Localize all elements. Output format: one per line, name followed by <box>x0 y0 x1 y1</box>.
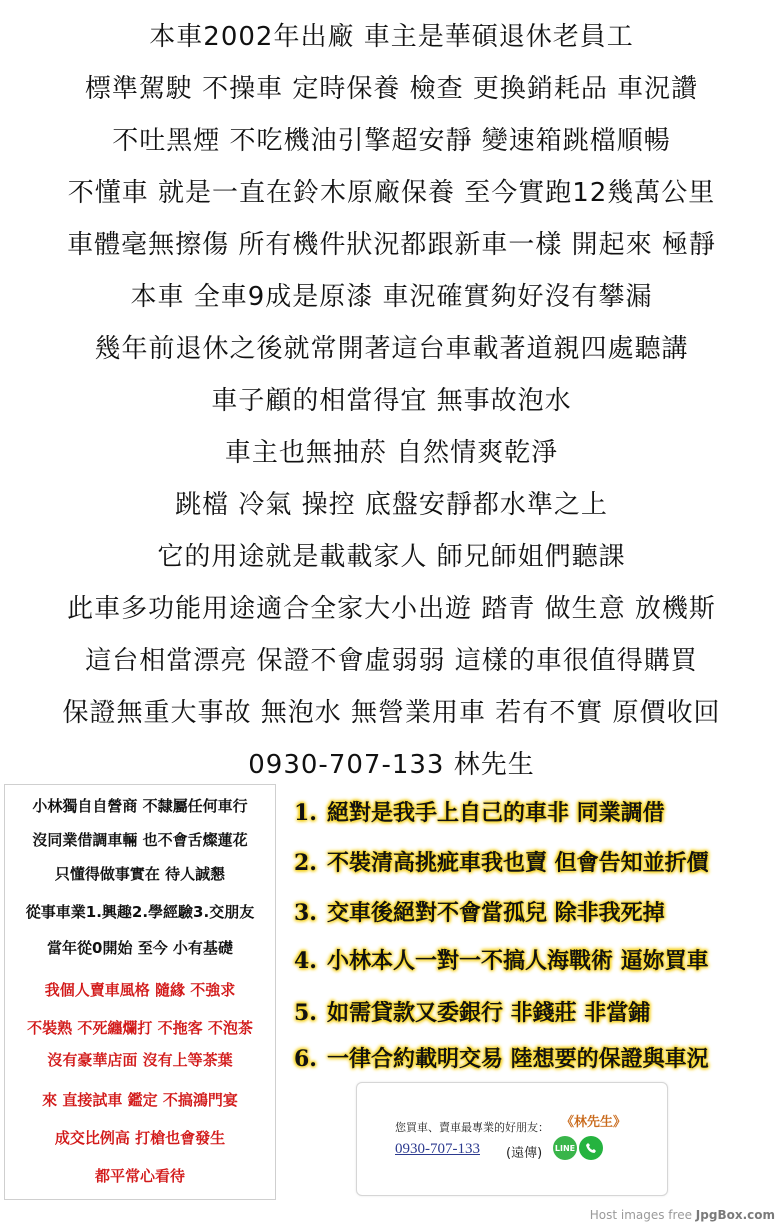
promise-item <box>294 896 779 927</box>
intro-line: 沒同業借調車輛 也不會舌燦蓮花 <box>32 831 248 849</box>
ad-line: 保證無重大事故 無泡水 無營業用車 若有不實 原價收回 <box>62 698 721 728</box>
intro-line: 都平常心看待 <box>94 1167 185 1185</box>
ad-line: 本車 全車9成是原漆 車況確實夠好沒有攀漏 <box>130 282 653 312</box>
ad-line: 幾年前退休之後就常開著這台車載著道親四處聽講 <box>94 334 689 364</box>
promise-number: 1. <box>294 800 317 826</box>
phone-link[interactable]: 0930-707-133 <box>395 1141 480 1157</box>
ad-line: 跳檔 冷氣 操控 底盤安靜都水準之上 <box>175 490 608 520</box>
ad-line: 這台相當漂亮 保證不會虛弱弱 這樣的車很值得購買 <box>85 646 698 676</box>
promise-number: 5. <box>294 1000 317 1026</box>
promise-item <box>294 796 779 827</box>
card-label: 您買車、賣車最專業的好朋友： <box>395 1121 549 1134</box>
promise-text: 交車後絕對不會當孤兒 除非我死掉 <box>326 901 665 926</box>
ad-line: 不懂車 就是一直在鈴木原廠保養 至今實跑12幾萬公里 <box>67 178 716 208</box>
carrier-note: (遠傳) <box>506 1146 543 1161</box>
ad-line: 它的用途就是載載家人 師兄師姐們聽課 <box>157 542 626 572</box>
ad-line: 此車多功能用途適合全家大小出遊 踏青 做生意 放機斯 <box>67 594 716 624</box>
phone-glyph-icon <box>584 1141 598 1155</box>
intro-line: 不裝熟 不死纏爛打 不拖客 不泡茶 <box>27 1019 253 1037</box>
promise-item <box>294 1042 779 1073</box>
promise-text: 如需貸款又委銀行 非錢莊 非當鋪 <box>326 1001 651 1026</box>
seller-name: 《林先生》 <box>561 1115 627 1130</box>
promise-text: 絕對是我手上自己的車非 同業調借 <box>326 801 665 826</box>
footer-prefix: Host images free <box>589 1208 692 1222</box>
footer-brand[interactable]: JpgBox.com <box>695 1208 775 1222</box>
contact-card <box>356 1082 668 1196</box>
ad-line: 標準駕駛 不操車 定時保養 檢查 更換銷耗品 車況讚 <box>84 74 699 104</box>
intro-line: 來 直接試車 鑑定 不搞鴻門宴 <box>42 1091 238 1109</box>
promise-text: 不裝清高挑疵車我也賣 但會告知並折價 <box>326 851 709 876</box>
ad-line: 車主也無抽菸 自然情爽乾淨 <box>224 438 559 468</box>
ad-line: 車體毫無擦傷 所有機件狀況都跟新車一樣 開起來 極靜 <box>67 230 716 260</box>
promise-number: 6. <box>294 1046 317 1072</box>
intro-line: 我個人賣車風格 隨緣 不強求 <box>44 981 236 999</box>
ad-line: 車子顧的相當得宜 無事故泡水 <box>211 386 572 416</box>
promise-text: 小林本人一對一不搞人海戰術 逼妳買車 <box>326 949 709 974</box>
promise-item <box>294 944 779 975</box>
promise-number: 3. <box>294 900 317 926</box>
promise-number: 2. <box>294 850 317 876</box>
promise-item <box>294 996 779 1027</box>
intro-line: 只懂得做事實在 待人誠懇 <box>54 865 226 883</box>
ad-line: 不吐黑煙 不吃機油引擎超安靜 變速箱跳檔順暢 <box>112 126 671 156</box>
promise-item <box>294 846 779 877</box>
contact-phone-line: 0930-707-133 林先生 <box>248 750 535 780</box>
intro-line: 成交比例高 打槍也會發生 <box>54 1129 226 1147</box>
intro-line: 從事車業1.興趣2.學經驗3.交朋友 <box>25 903 255 921</box>
ad-line: 本車2002年出廠 車主是華碩退休老員工 <box>149 22 634 52</box>
image-host-footer <box>590 1208 775 1222</box>
intro-line: 沒有豪華店面 沒有上等茶葉 <box>47 1051 233 1069</box>
line-icon[interactable]: LINE <box>553 1136 577 1160</box>
intro-line: 小林獨自自營商 不隸屬任何車行 <box>32 797 248 815</box>
promise-text: 一律合約載明交易 陸想要的保證與車況 <box>326 1047 709 1072</box>
intro-line: 當年從0開始 至今 小有基礎 <box>47 939 233 957</box>
promise-number: 4. <box>294 948 317 974</box>
seller-intro-box <box>4 784 276 1200</box>
whatsapp-icon[interactable] <box>579 1136 603 1160</box>
